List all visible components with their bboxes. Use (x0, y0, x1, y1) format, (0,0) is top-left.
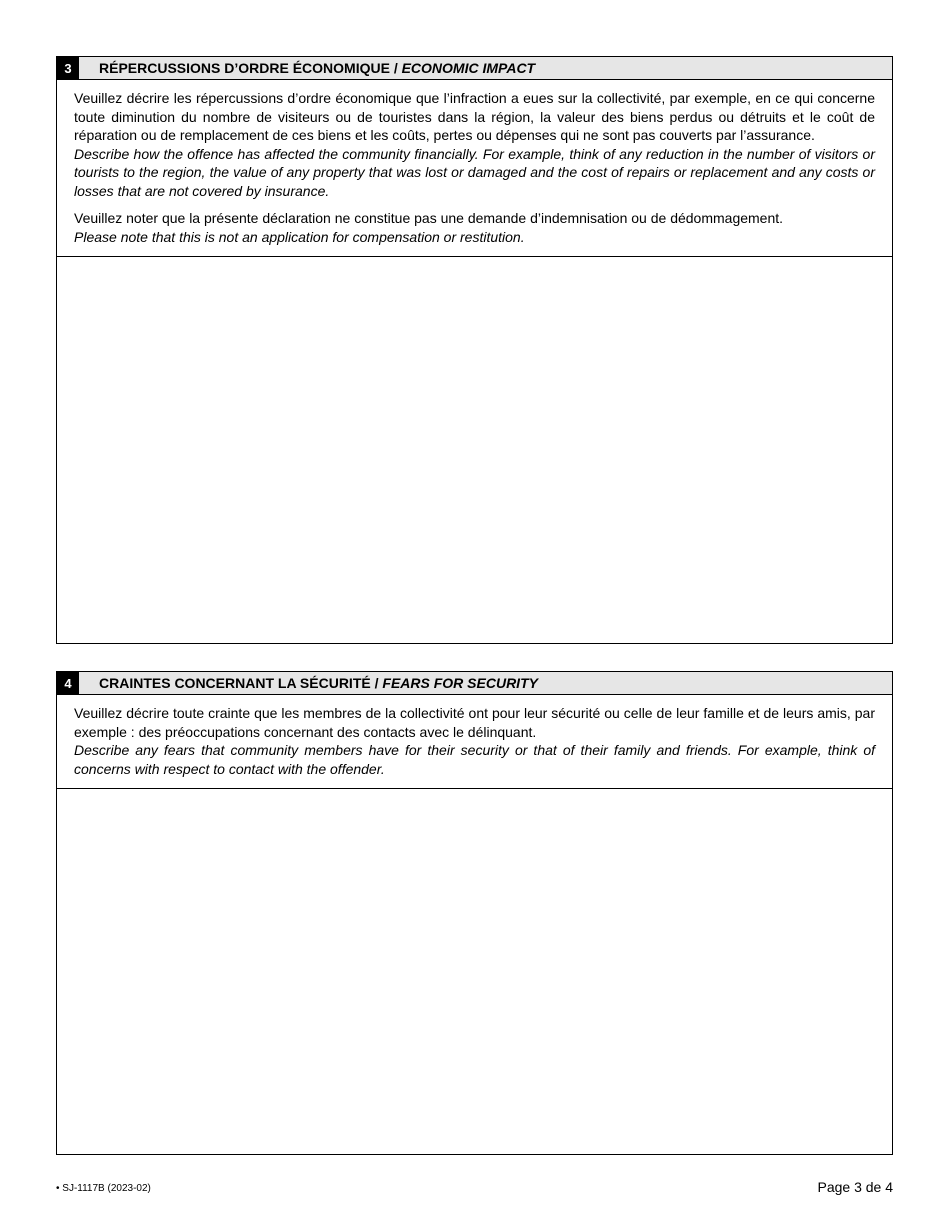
section-number: 4 (57, 672, 79, 694)
section-title-fr: RÉPERCUSSIONS D’ORDRE ÉCONOMIQUE / (99, 60, 398, 76)
instructions-fr: Veuillez décrire toute crainte que les membres de la collectivité ont pour leur sécurité ou celle de leur famille et de leurs amis, par exemple : des préoccupations concernant des contacts avec le délinquant. (74, 705, 875, 740)
section-title (99, 60, 535, 76)
instructions-fr: Veuillez décrire les répercussions d’ordre économique que l’infraction a eues sur la collectivité, par exemple, en ce qui concerne toute diminution du nombre de visiteurs ou de touristes dans la région, la valeur des biens perdus ou détruits et le coût de réparation ou de remplacement de ces biens et les coûts, pertes ou dépenses qui ne sont pas couverts par l’assurance. (74, 90, 875, 143)
instructions-en: Describe how the offence has affected the community financially. For example, think of any reduction in the number of visitors or tourists to the region, the value of any property that was lost or damaged and the cost of repairs or replacement and any costs or losses that are not covered by insurance. (74, 145, 875, 199)
section-title-en: ECONOMIC IMPACT (401, 60, 536, 76)
form-code: • SJ-1117B (2023-02) (56, 1183, 151, 1194)
section-title-en: FEARS FOR SECURITY (382, 675, 538, 691)
section-instructions (57, 80, 892, 257)
section-header (57, 57, 892, 80)
economic-impact-answer[interactable] (57, 257, 896, 622)
note-en: Please note that this is not an application for compensation or restitution. (74, 228, 525, 245)
section-instructions (57, 695, 892, 789)
section-title (99, 675, 538, 691)
fears-for-security-answer[interactable] (57, 789, 896, 1153)
section-header (57, 672, 892, 695)
page-number: Page 3 de 4 (817, 1179, 893, 1195)
section-number: 3 (57, 57, 79, 79)
section-fears-for-security (56, 671, 893, 1155)
answer-box[interactable] (57, 789, 892, 1149)
note-fr: Veuillez noter que la présente déclaration ne constitue pas une demande d’indemnisation ou de dédommagement. (74, 210, 784, 226)
instructions-en: Describe any fears that community members have for their security or that of their family and friends. For example, think of concerns with respect to contact with the offender. (74, 742, 875, 777)
answer-box[interactable] (57, 257, 892, 618)
section-title-fr: CRAINTES CONCERNANT LA SÉCURITÉ / (99, 675, 379, 691)
section-economic-impact (56, 56, 893, 644)
